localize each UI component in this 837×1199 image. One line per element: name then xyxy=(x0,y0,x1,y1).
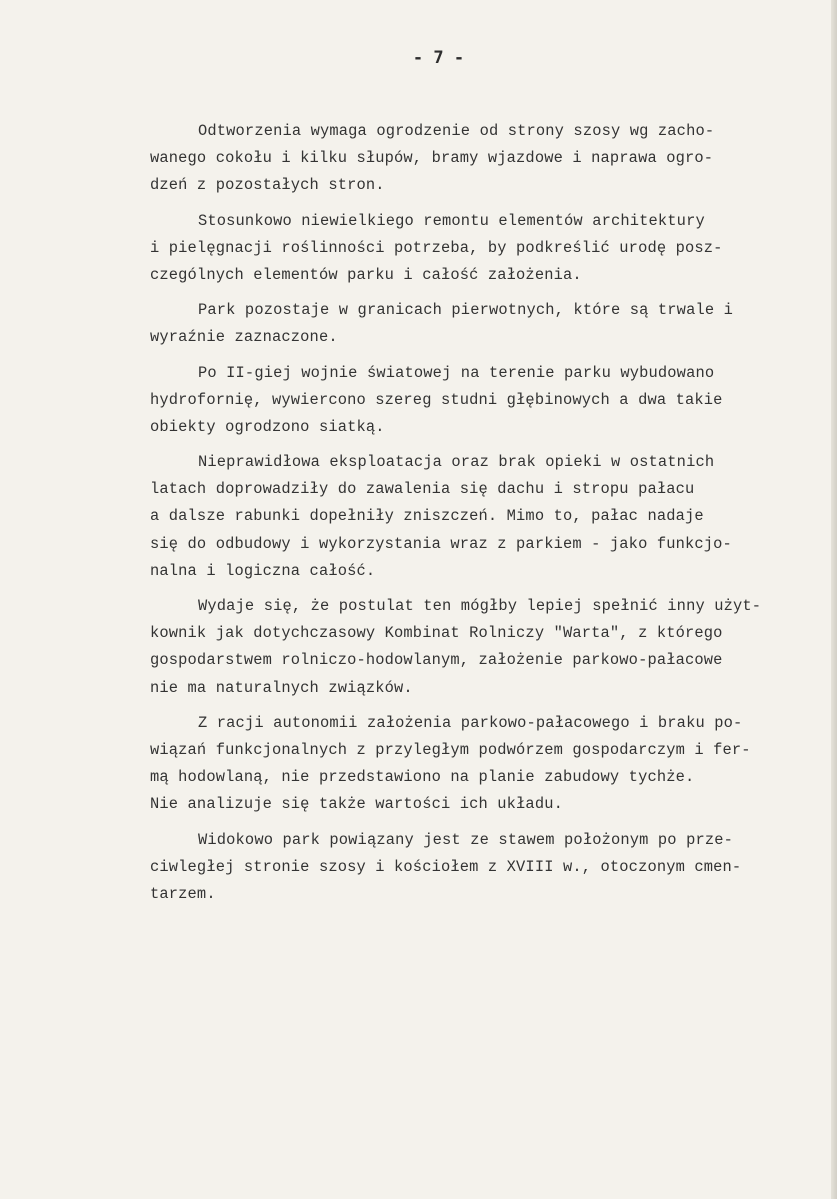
text-line: gospodarstwem rolniczo-hodowlanym, założenie parkowo-pałacowe xyxy=(150,651,723,670)
text-line: Po II-giej wojnie światowej na terenie parku wybudowano xyxy=(198,363,715,382)
text-line: wyraźnie zaznaczone. xyxy=(150,328,338,347)
text-line: Odtworzenia wymaga ogrodzenie od strony szosy wg zacho- xyxy=(198,122,715,140)
text-line: kownik jak dotychczasowy Kombinat Rolniczy "Warta", z którego xyxy=(150,624,723,643)
text-line: Z racji autonomii założenia parkowo-pałacowego i braku po- xyxy=(198,713,743,732)
text-line: obiekty ogrodzono siatką. xyxy=(150,417,385,436)
text-line: i pielęgnacji roślinności potrzeba, by podkreślić urodę posz- xyxy=(150,238,723,257)
text-line: się do odbudowy i wykorzystania wraz z parkiem - jako funkcjo- xyxy=(150,534,732,553)
text-line: hydrofornię, wywiercono szereg studni głębinowych a dwa takie xyxy=(150,390,723,409)
page-number: - 7 - xyxy=(412,48,465,68)
text-line: Nieprawidłowa eksploatacja oraz brak opieki w ostatnich xyxy=(198,453,715,472)
text-line: a dalsze rabunki dopełniły zniszczeń. Mimo to, pałac nadaje xyxy=(150,507,704,526)
paragraph xyxy=(150,827,810,909)
paragraph xyxy=(150,118,810,200)
text-line: czególnych elementów parku i całość założenia. xyxy=(150,265,582,284)
text-line: wiązań funkcjonalnych z przyległym podwórzem gospodarczym i fer- xyxy=(150,740,751,759)
text-line: Nie analizuje się także wartości ich układu. xyxy=(150,795,563,814)
text-line: ciwległej stronie szosy i kościołem z XVIII w., otoczonym cmen- xyxy=(150,857,742,876)
text-line: Widokowo park powiązany jest ze stawem położonym po prze- xyxy=(198,830,733,849)
page-edge-shadow xyxy=(831,0,837,1199)
paragraph xyxy=(150,710,810,819)
text-line: wanego cokołu i kilku słupów, bramy wjazdowe i naprawa ogro- xyxy=(150,149,714,168)
body-text xyxy=(150,118,810,916)
text-line: Wydaje się, że postulat ten mógłby lepiej spełnić inny użyt- xyxy=(198,597,762,615)
paragraph xyxy=(150,208,810,290)
text-line: Park pozostaje w granicach pierwotnych, które są trwale i xyxy=(198,301,733,320)
text-line: latach doprowadziły do zawalenia się dachu i stropu pałacu xyxy=(150,480,695,499)
paragraph xyxy=(150,593,810,702)
text-line: nalna i logiczna całość. xyxy=(150,561,376,580)
text-line: mą hodowlaną, nie przedstawiono na planie zabudowy tychże. xyxy=(150,768,695,787)
paragraph xyxy=(150,297,810,351)
paragraph xyxy=(150,449,810,585)
paragraph xyxy=(150,360,810,442)
text-line: tarzem. xyxy=(150,884,216,903)
text-line: dzeń z pozostałych stron. xyxy=(150,176,385,195)
text-line: nie ma naturalnych związków. xyxy=(150,678,413,697)
text-line: Stosunkowo niewielkiego remontu elementów architektury xyxy=(198,211,705,230)
